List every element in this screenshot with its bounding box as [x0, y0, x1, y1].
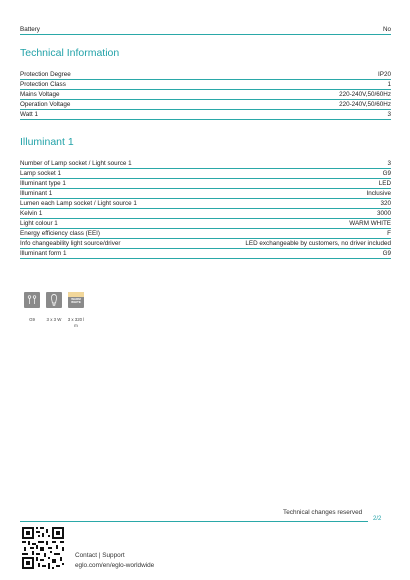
tech-value: 3	[387, 111, 391, 118]
illuminant-value: 3	[387, 160, 391, 167]
illuminant-label: Energy efficiency class (EEI)	[20, 230, 101, 237]
tech-value: IP20	[378, 71, 391, 78]
lumen-caption-line: m	[74, 323, 78, 328]
badge-line: WHITE	[71, 300, 81, 305]
battery-value: No	[382, 26, 391, 33]
tech-value: 220-240V,50/60Hz	[339, 101, 391, 108]
tech-label: Operation Voltage	[20, 101, 71, 108]
lumen-caption-line: 3 x 320 l	[67, 317, 85, 322]
tech-value: 1	[387, 81, 391, 88]
warm-white-icon	[68, 292, 84, 308]
tech-row	[20, 80, 391, 90]
tech-label: Watt 1	[20, 111, 38, 118]
illuminant-row	[20, 179, 391, 189]
warm-white-badge	[68, 298, 84, 305]
illuminant-value: F	[387, 230, 391, 237]
website-link[interactable]: eglo.com/en/eglo-worldwide	[75, 562, 155, 569]
qr-code-icon[interactable]	[21, 526, 65, 570]
tech-label: Protection Degree	[20, 71, 71, 78]
illuminant-value: Inclusive	[366, 190, 391, 197]
illuminant-row	[20, 239, 391, 249]
illuminant-label: Lumen each Lamp socket / Light source 1	[20, 200, 137, 207]
tech-row	[20, 100, 391, 110]
page-number: 2/2	[373, 516, 382, 522]
illuminant-label: Illuminant form 1	[20, 250, 67, 257]
illuminant-row	[20, 249, 391, 259]
contact-support-link[interactable]: Contact | Support	[75, 552, 125, 559]
illuminant-value: LED	[378, 180, 391, 187]
illuminant-row	[20, 199, 391, 209]
g9-socket-icon	[24, 292, 40, 308]
illuminant-row	[20, 189, 391, 199]
tech-row	[20, 90, 391, 100]
illuminant-value: LED exchangeable by customers, no driver included	[245, 240, 391, 247]
tech-label: Protection Class	[20, 81, 66, 88]
illuminant-row	[20, 219, 391, 229]
lumen-caption	[66, 317, 86, 329]
bulb-caption: 3 x 3 W	[46, 317, 62, 322]
illuminant-heading: Illuminant 1	[20, 136, 74, 148]
bulb-icon	[46, 292, 62, 308]
illuminant-label: Number of Lamp socket / Light source 1	[20, 160, 132, 167]
illuminant-label: Lamp socket 1	[20, 170, 61, 177]
technical-changes-note: Technical changes reserved	[283, 509, 363, 516]
tech-label: Mains Voltage	[20, 91, 60, 98]
battery-row	[20, 25, 391, 35]
badge-line: WARM	[71, 297, 81, 301]
illuminant-label: Light colour 1	[20, 220, 58, 227]
illuminant-value: G9	[382, 250, 391, 257]
g9-caption: G9	[29, 317, 35, 322]
tech-row	[20, 110, 391, 120]
illuminant-row	[20, 229, 391, 239]
technical-heading: Technical Information	[20, 47, 120, 59]
tech-value: 220-240V,50/60Hz	[339, 91, 391, 98]
illuminant-value: WARM WHITE	[349, 220, 391, 227]
illuminant-value: 320	[380, 200, 391, 207]
illuminant-row	[20, 169, 391, 179]
illuminant-label: Info changeability light source/driver	[20, 240, 121, 247]
illuminant-value: 3000	[376, 210, 391, 217]
illuminant-label: Kelvin 1	[20, 210, 43, 217]
tech-row	[20, 70, 391, 80]
illuminant-value: G9	[382, 170, 391, 177]
illuminant-label: Illuminant type 1	[20, 180, 66, 187]
illuminant-label: Illuminant 1	[20, 190, 53, 197]
battery-label: Battery	[20, 26, 40, 33]
illuminant-row	[20, 159, 391, 169]
footer-divider	[20, 521, 368, 522]
illuminant-row	[20, 209, 391, 219]
